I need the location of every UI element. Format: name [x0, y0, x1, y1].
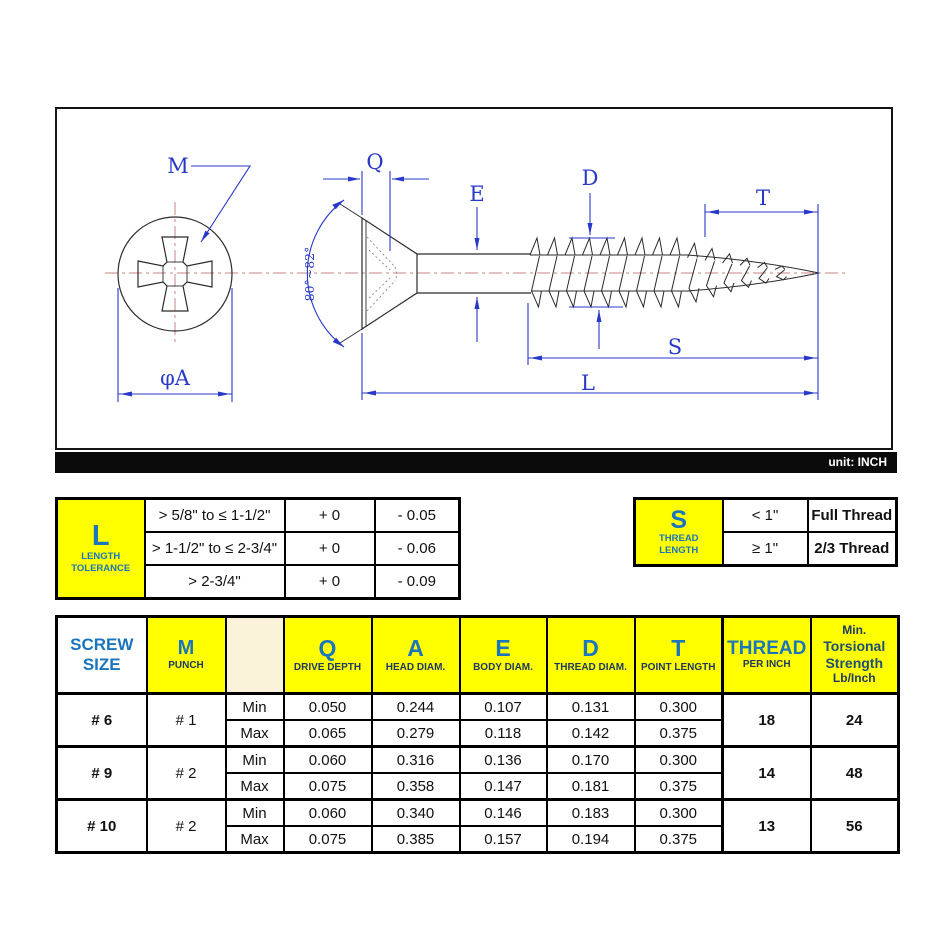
label-q: Q — [366, 150, 384, 174]
table-row — [635, 499, 897, 533]
unit-bar — [55, 452, 897, 473]
q-max: 0.075 — [284, 773, 372, 800]
q-min: 0.060 — [284, 800, 372, 827]
table-row — [57, 800, 899, 827]
table-row — [57, 747, 899, 774]
label-l: L — [581, 371, 595, 395]
threads-per-inch: 18 — [723, 694, 811, 747]
e-max: 0.157 — [460, 826, 547, 853]
label-e: E — [469, 182, 485, 206]
a-max: 0.358 — [372, 773, 460, 800]
screw-size: # 9 — [57, 747, 147, 800]
d-min: 0.131 — [547, 694, 635, 721]
col-d-thread-diam: D THREAD DIAM. — [547, 617, 635, 694]
length-tolerance-symbol-cell — [57, 499, 145, 599]
symbol-s: S — [670, 505, 688, 534]
thread-caption: THREAD — [658, 532, 699, 544]
max-label: Max — [226, 720, 284, 747]
tolerance-range: > 2-3/4" — [145, 565, 285, 599]
label-m: M — [167, 154, 189, 178]
tolerance-plus: + 0 — [285, 532, 375, 565]
min-label: Min — [226, 747, 284, 774]
thread-value: Full Thread — [808, 499, 897, 533]
a-max: 0.385 — [372, 826, 460, 853]
symbol-l: L — [91, 520, 110, 553]
length-caption: LENGTH — [659, 544, 699, 556]
e-min: 0.146 — [460, 800, 547, 827]
max-label: Max — [226, 773, 284, 800]
a-min: 0.244 — [372, 694, 460, 721]
d-max: 0.142 — [547, 720, 635, 747]
a-max: 0.279 — [372, 720, 460, 747]
tolerance-minus: - 0.06 — [375, 532, 460, 565]
threads-per-inch: 14 — [723, 747, 811, 800]
unit-label: unit: INCH — [828, 455, 887, 469]
screw-size: # 6 — [57, 694, 147, 747]
t-min: 0.300 — [635, 800, 723, 827]
screw-drawing — [57, 109, 891, 448]
threads-per-inch: 13 — [723, 800, 811, 853]
a-min: 0.316 — [372, 747, 460, 774]
a-min: 0.340 — [372, 800, 460, 827]
tolerance-plus: + 0 — [285, 565, 375, 599]
technical-drawing-panel — [55, 107, 893, 450]
point-taper-bottom — [687, 273, 819, 291]
d-max: 0.194 — [547, 826, 635, 853]
d-min: 0.170 — [547, 747, 635, 774]
t-max: 0.375 — [635, 773, 723, 800]
col-e-body-diam: E BODY DIAM. — [460, 617, 547, 694]
punch-size: # 1 — [147, 694, 226, 747]
t-max: 0.375 — [635, 826, 723, 853]
t-max: 0.375 — [635, 720, 723, 747]
t-min: 0.300 — [635, 747, 723, 774]
col-q-drive-depth: Q DRIVE DEPTH — [284, 617, 372, 694]
tolerance-minus: - 0.09 — [375, 565, 460, 599]
label-t: T — [755, 186, 771, 210]
length-tolerance-table — [55, 497, 461, 600]
punch-size: # 2 — [147, 747, 226, 800]
table-row — [57, 694, 899, 721]
label-d: D — [581, 166, 599, 190]
q-max: 0.075 — [284, 826, 372, 853]
punch-size: # 2 — [147, 800, 226, 853]
col-thread-per-inch: THREAD PER INCH — [723, 617, 811, 694]
thread-condition: ≥ 1" — [723, 532, 808, 566]
tolerance-caption: TOLERANCE — [71, 563, 131, 574]
col-minmax-blank — [226, 617, 284, 694]
q-max: 0.065 — [284, 720, 372, 747]
thread-length-table — [633, 497, 898, 567]
min-label: Min — [226, 800, 284, 827]
label-head-angle: 80°~82° — [302, 246, 317, 302]
torsional-strength: 56 — [811, 800, 899, 853]
screw-spec-table — [55, 615, 900, 854]
d-max: 0.181 — [547, 773, 635, 800]
d-min: 0.183 — [547, 800, 635, 827]
header-row — [57, 617, 899, 694]
min-label: Min — [226, 694, 284, 721]
tolerance-plus: + 0 — [285, 499, 375, 533]
torsional-strength: 24 — [811, 694, 899, 747]
t-min: 0.300 — [635, 694, 723, 721]
dimensions — [118, 150, 818, 402]
col-m-punch: M PUNCH — [147, 617, 226, 694]
tolerance-range: > 5/8" to ≤ 1-1/2" — [145, 499, 285, 533]
length-caption: LENGTH — [81, 551, 121, 563]
col-a-head-diam: A HEAD DIAM. — [372, 617, 460, 694]
e-min: 0.136 — [460, 747, 547, 774]
table-row — [57, 499, 460, 533]
e-max: 0.118 — [460, 720, 547, 747]
thread-condition: < 1" — [723, 499, 808, 533]
tolerance-minus: - 0.05 — [375, 499, 460, 533]
q-min: 0.050 — [284, 694, 372, 721]
col-screw-size: SCREW SIZE — [57, 617, 147, 694]
label-phi-a: φA — [160, 366, 190, 390]
e-max: 0.147 — [460, 773, 547, 800]
torsional-strength: 48 — [811, 747, 899, 800]
e-min: 0.107 — [460, 694, 547, 721]
thread-length-symbol-cell — [635, 499, 723, 566]
label-s: S — [667, 335, 683, 359]
thread-value: 2/3 Thread — [808, 532, 897, 566]
max-label: Max — [226, 826, 284, 853]
screw-size: # 10 — [57, 800, 147, 853]
q-min: 0.060 — [284, 747, 372, 774]
col-t-point-length: T POINT LENGTH — [635, 617, 723, 694]
col-torsional-strength: Min. Torsional Strength Lb/Inch — [811, 617, 899, 694]
tolerance-range: > 1-1/2" to ≤ 2-3/4" — [145, 532, 285, 565]
